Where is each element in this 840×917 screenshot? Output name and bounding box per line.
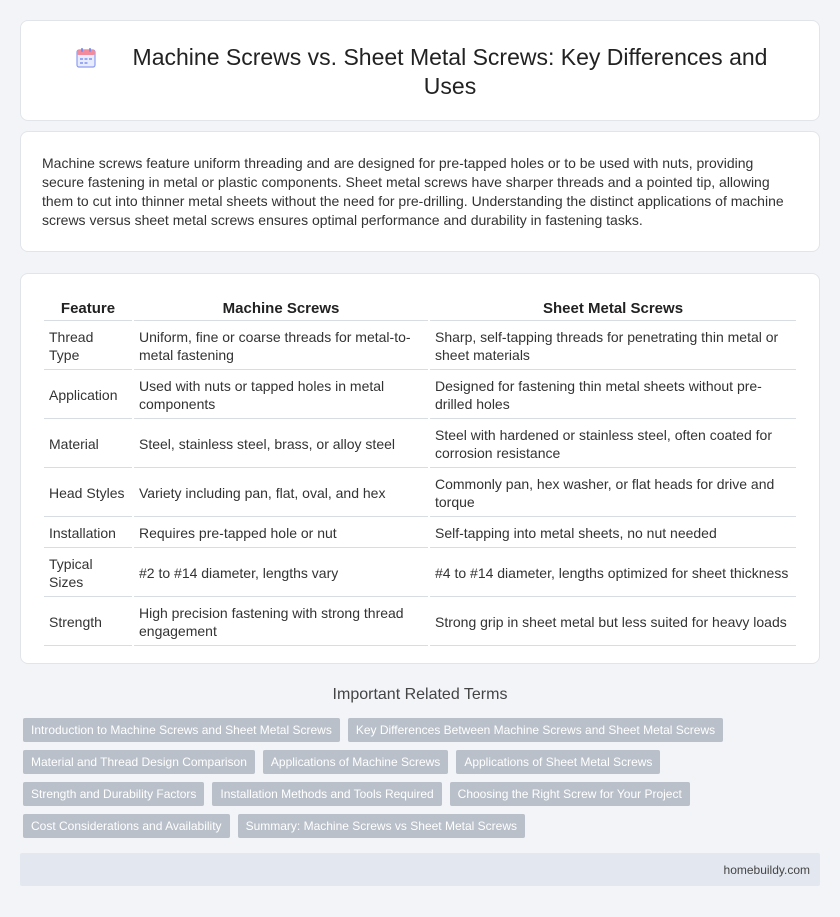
comparison-card bbox=[20, 273, 820, 664]
related-term-link[interactable]: Applications of Machine Screws bbox=[263, 750, 448, 774]
row-sheet: Strong grip in sheet metal but less suited for heavy loads bbox=[430, 599, 796, 646]
table-header-row bbox=[44, 297, 796, 321]
related-term-link[interactable]: Key Differences Between Machine Screws and Sheet Metal Screws bbox=[348, 718, 723, 742]
row-machine: Steel, stainless steel, brass, or alloy steel bbox=[134, 421, 428, 468]
row-machine: Uniform, fine or coarse threads for metal-to-metal fastening bbox=[134, 323, 428, 370]
related-terms-title: Important Related Terms bbox=[332, 686, 508, 703]
related-term-link[interactable]: Applications of Sheet Metal Screws bbox=[456, 750, 660, 774]
page-title: Machine Screws vs. Sheet Metal Screws: Key Differences and Uses bbox=[132, 44, 768, 99]
intro-card bbox=[20, 131, 820, 252]
row-feature: Head Styles bbox=[44, 470, 132, 517]
tag-row bbox=[23, 814, 823, 838]
row-feature: Typical Sizes bbox=[44, 550, 132, 597]
row-sheet: Self-tapping into metal sheets, no nut needed bbox=[430, 519, 796, 548]
row-feature: Installation bbox=[44, 519, 132, 548]
row-sheet: Steel with hardened or stainless steel, often coated for corrosion resistance bbox=[430, 421, 796, 468]
table-row bbox=[44, 421, 796, 468]
row-machine: Variety including pan, flat, oval, and hex bbox=[134, 470, 428, 517]
row-feature: Application bbox=[44, 372, 132, 419]
related-term-link[interactable]: Introduction to Machine Screws and Sheet Metal Screws bbox=[23, 718, 340, 742]
table-row bbox=[44, 599, 796, 646]
related-term-link[interactable]: Material and Thread Design Comparison bbox=[23, 750, 255, 774]
row-feature: Thread Type bbox=[44, 323, 132, 370]
row-sheet: #4 to #14 diameter, lengths optimized for sheet thickness bbox=[430, 550, 796, 597]
row-sheet: Designed for fastening thin metal sheets without pre-drilled holes bbox=[430, 372, 796, 419]
tag-row bbox=[23, 782, 823, 806]
row-sheet: Sharp, self-tapping threads for penetrating thin metal or sheet materials bbox=[430, 323, 796, 370]
tag-row bbox=[23, 718, 823, 742]
title-card bbox=[20, 20, 820, 121]
table-row bbox=[44, 323, 796, 370]
related-term-link[interactable]: Installation Methods and Tools Required bbox=[212, 782, 441, 806]
related-terms-list bbox=[23, 718, 823, 846]
header-machine-screws: Machine Screws bbox=[134, 297, 428, 321]
footer bbox=[20, 853, 820, 886]
table-row bbox=[44, 470, 796, 517]
header-sheet-metal-screws: Sheet Metal Screws bbox=[430, 297, 796, 321]
table-row bbox=[44, 550, 796, 597]
related-term-link[interactable]: Choosing the Right Screw for Your Project bbox=[450, 782, 690, 806]
row-machine: Requires pre-tapped hole or nut bbox=[134, 519, 428, 548]
row-machine: Used with nuts or tapped holes in metal components bbox=[134, 372, 428, 419]
intro-paragraph: Machine screws feature uniform threading and are designed for pre-tapped holes or to be used with nuts, providing secure fastening in metal or plastic components. Sheet metal screws have sharper threads and a pointed tip, allowing them to cut into thinner metal sheets without the need for pre-drilling. Understanding the distinct applications of machine screws versus sheet metal screws ensures optimal performance and durability in fastening tasks. bbox=[42, 155, 784, 228]
row-sheet: Commonly pan, hex washer, or flat heads for drive and torque bbox=[430, 470, 796, 517]
header-feature: Feature bbox=[44, 297, 132, 321]
tag-row bbox=[23, 750, 823, 774]
row-machine: High precision fastening with strong thread engagement bbox=[134, 599, 428, 646]
row-feature: Strength bbox=[44, 599, 132, 646]
related-term-link[interactable]: Summary: Machine Screws vs Sheet Metal Screws bbox=[238, 814, 525, 838]
related-term-link[interactable]: Cost Considerations and Availability bbox=[23, 814, 230, 838]
related-term-link[interactable]: Strength and Durability Factors bbox=[23, 782, 204, 806]
table-row bbox=[44, 372, 796, 419]
comparison-table bbox=[42, 295, 798, 648]
row-feature: Material bbox=[44, 421, 132, 468]
footer-site-link[interactable]: homebuildy.com bbox=[723, 863, 810, 877]
row-machine: #2 to #14 diameter, lengths vary bbox=[134, 550, 428, 597]
table-row bbox=[44, 519, 796, 548]
